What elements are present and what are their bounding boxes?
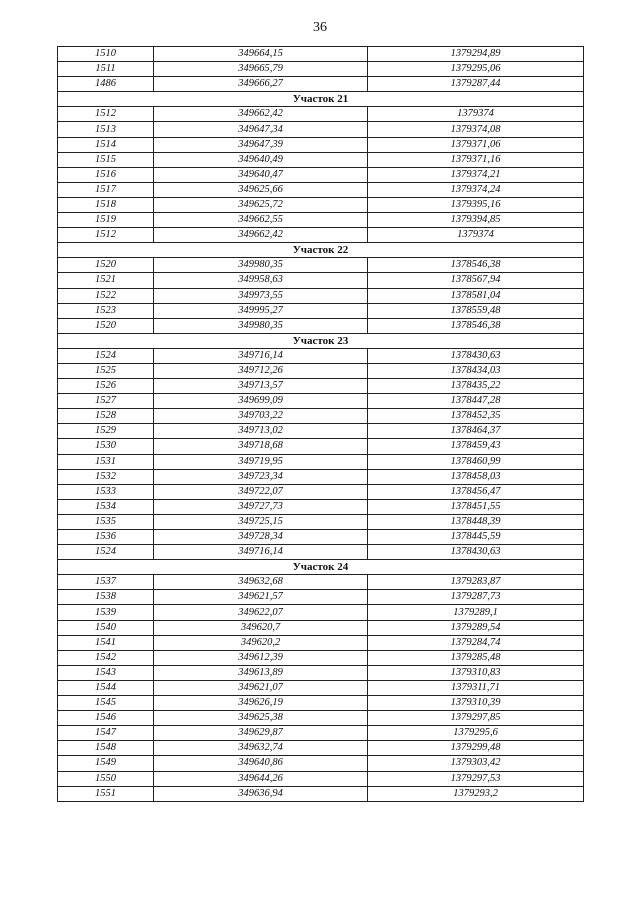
table-row (58, 530, 584, 545)
y-coordinate-cell: 1378448,39 (368, 514, 584, 529)
y-coordinate-cell: 1379310,39 (368, 696, 584, 711)
y-coordinate-cell: 1378430,63 (368, 348, 584, 363)
y-coordinate-cell: 1379284,74 (368, 635, 584, 650)
y-coordinate-cell: 1378451,55 (368, 499, 584, 514)
table-row (58, 514, 584, 529)
x-coordinate-cell: 349625,72 (154, 197, 368, 212)
x-coordinate-cell: 349980,35 (154, 318, 368, 333)
x-coordinate-cell: 349647,34 (154, 122, 368, 137)
point-number-cell: 1521 (58, 273, 154, 288)
x-coordinate-cell: 349640,86 (154, 756, 368, 771)
point-number-cell: 1536 (58, 530, 154, 545)
x-coordinate-cell: 349662,55 (154, 213, 368, 228)
y-coordinate-cell: 1378452,35 (368, 409, 584, 424)
table-row (58, 348, 584, 363)
x-coordinate-cell: 349712,26 (154, 363, 368, 378)
point-number-cell: 1522 (58, 288, 154, 303)
x-coordinate-cell: 349662,42 (154, 228, 368, 243)
y-coordinate-cell: 1378445,59 (368, 530, 584, 545)
y-coordinate-cell: 1378559,48 (368, 303, 584, 318)
point-number-cell: 1544 (58, 680, 154, 695)
x-coordinate-cell: 349666,27 (154, 77, 368, 92)
point-number-cell: 1512 (58, 228, 154, 243)
table-row (58, 258, 584, 273)
y-coordinate-cell: 1379297,53 (368, 771, 584, 786)
x-coordinate-cell: 349621,07 (154, 680, 368, 695)
y-coordinate-cell: 1379295,6 (368, 726, 584, 741)
point-number-cell: 1523 (58, 303, 154, 318)
point-number-cell: 1541 (58, 635, 154, 650)
y-coordinate-cell: 1378460,99 (368, 454, 584, 469)
table-row (58, 167, 584, 182)
y-coordinate-cell: 1378456,47 (368, 484, 584, 499)
table-row (58, 318, 584, 333)
x-coordinate-cell: 349716,14 (154, 545, 368, 560)
point-number-cell: 1520 (58, 258, 154, 273)
point-number-cell: 1514 (58, 137, 154, 152)
point-number-cell: 1520 (58, 318, 154, 333)
x-coordinate-cell: 349612,39 (154, 650, 368, 665)
x-coordinate-cell: 349640,49 (154, 152, 368, 167)
y-coordinate-cell: 1379283,87 (368, 575, 584, 590)
y-coordinate-cell: 1379374 (368, 107, 584, 122)
table-row (58, 122, 584, 137)
table-row (58, 756, 584, 771)
y-coordinate-cell: 1379310,83 (368, 665, 584, 680)
point-number-cell: 1530 (58, 439, 154, 454)
y-coordinate-cell: 1379374 (368, 228, 584, 243)
x-coordinate-cell: 349722,07 (154, 484, 368, 499)
y-coordinate-cell: 1378459,43 (368, 439, 584, 454)
point-number-cell: 1529 (58, 424, 154, 439)
x-coordinate-cell: 349958,63 (154, 273, 368, 288)
point-number-cell: 1524 (58, 545, 154, 560)
x-coordinate-cell: 349703,22 (154, 409, 368, 424)
section-header-row (58, 92, 584, 107)
table-row (58, 409, 584, 424)
point-number-cell: 1546 (58, 711, 154, 726)
table-row (58, 545, 584, 560)
y-coordinate-cell: 1379374,08 (368, 122, 584, 137)
x-coordinate-cell: 349620,2 (154, 635, 368, 650)
y-coordinate-cell: 1379287,44 (368, 77, 584, 92)
y-coordinate-cell: 1379295,06 (368, 62, 584, 77)
point-number-cell: 1525 (58, 363, 154, 378)
point-number-cell: 1524 (58, 348, 154, 363)
table-row (58, 182, 584, 197)
section-title: Участок 23 (58, 333, 584, 348)
point-number-cell: 1519 (58, 213, 154, 228)
y-coordinate-cell: 1379374,24 (368, 182, 584, 197)
x-coordinate-cell: 349632,68 (154, 575, 368, 590)
table-row (58, 303, 584, 318)
y-coordinate-cell: 1379289,54 (368, 620, 584, 635)
point-number-cell: 1531 (58, 454, 154, 469)
table-row (58, 620, 584, 635)
table-row (58, 107, 584, 122)
x-coordinate-cell: 349728,34 (154, 530, 368, 545)
x-coordinate-cell: 349621,57 (154, 590, 368, 605)
coordinates-table-body (58, 47, 584, 802)
point-number-cell: 1542 (58, 650, 154, 665)
table-row (58, 213, 584, 228)
point-number-cell: 1537 (58, 575, 154, 590)
y-coordinate-cell: 1379293,2 (368, 786, 584, 801)
x-coordinate-cell: 349662,42 (154, 107, 368, 122)
x-coordinate-cell: 349629,87 (154, 726, 368, 741)
table-row (58, 454, 584, 469)
point-number-cell: 1538 (58, 590, 154, 605)
point-number-cell: 1511 (58, 62, 154, 77)
x-coordinate-cell: 349973,55 (154, 288, 368, 303)
section-title: Участок 22 (58, 243, 584, 258)
y-coordinate-cell: 1379395,16 (368, 197, 584, 212)
x-coordinate-cell: 349713,57 (154, 379, 368, 394)
y-coordinate-cell: 1379294,89 (368, 47, 584, 62)
point-number-cell: 1549 (58, 756, 154, 771)
point-number-cell: 1540 (58, 620, 154, 635)
x-coordinate-cell: 349640,47 (154, 167, 368, 182)
point-number-cell: 1551 (58, 786, 154, 801)
section-header-row (58, 243, 584, 258)
x-coordinate-cell: 349636,94 (154, 786, 368, 801)
page-number: 36 (313, 20, 327, 35)
point-number-cell: 1486 (58, 77, 154, 92)
table-row (58, 786, 584, 801)
table-row (58, 469, 584, 484)
x-coordinate-cell: 349713,02 (154, 424, 368, 439)
point-number-cell: 1528 (58, 409, 154, 424)
x-coordinate-cell: 349625,38 (154, 711, 368, 726)
x-coordinate-cell: 349644,26 (154, 771, 368, 786)
table-row (58, 575, 584, 590)
section-title: Участок 24 (58, 560, 584, 575)
point-number-cell: 1547 (58, 726, 154, 741)
x-coordinate-cell: 349716,14 (154, 348, 368, 363)
x-coordinate-cell: 349995,27 (154, 303, 368, 318)
x-coordinate-cell: 349626,19 (154, 696, 368, 711)
table-row (58, 363, 584, 378)
point-number-cell: 1510 (58, 47, 154, 62)
point-number-cell: 1532 (58, 469, 154, 484)
table-row (58, 424, 584, 439)
section-header-row (58, 560, 584, 575)
x-coordinate-cell: 349647,39 (154, 137, 368, 152)
point-number-cell: 1512 (58, 107, 154, 122)
y-coordinate-cell: 1378581,04 (368, 288, 584, 303)
table-row (58, 77, 584, 92)
y-coordinate-cell: 1379311,71 (368, 680, 584, 695)
x-coordinate-cell: 349725,15 (154, 514, 368, 529)
table-row (58, 650, 584, 665)
x-coordinate-cell: 349980,35 (154, 258, 368, 273)
y-coordinate-cell: 1379371,16 (368, 152, 584, 167)
x-coordinate-cell: 349620,7 (154, 620, 368, 635)
y-coordinate-cell: 1378435,22 (368, 379, 584, 394)
point-number-cell: 1516 (58, 167, 154, 182)
section-title: Участок 21 (58, 92, 584, 107)
table-row (58, 741, 584, 756)
point-number-cell: 1527 (58, 394, 154, 409)
y-coordinate-cell: 1378447,28 (368, 394, 584, 409)
y-coordinate-cell: 1379289,1 (368, 605, 584, 620)
table-row (58, 499, 584, 514)
table-row (58, 726, 584, 741)
point-number-cell: 1515 (58, 152, 154, 167)
y-coordinate-cell: 1379285,48 (368, 650, 584, 665)
y-coordinate-cell: 1379297,85 (368, 711, 584, 726)
y-coordinate-cell: 1379287,73 (368, 590, 584, 605)
coordinates-table (57, 46, 584, 802)
table-row (58, 137, 584, 152)
point-number-cell: 1548 (58, 741, 154, 756)
table-row (58, 273, 584, 288)
y-coordinate-cell: 1378430,63 (368, 545, 584, 560)
table-row (58, 197, 584, 212)
point-number-cell: 1534 (58, 499, 154, 514)
x-coordinate-cell: 349613,89 (154, 665, 368, 680)
table-row (58, 379, 584, 394)
y-coordinate-cell: 1378567,94 (368, 273, 584, 288)
table-row (58, 439, 584, 454)
table-row (58, 665, 584, 680)
y-coordinate-cell: 1379299,48 (368, 741, 584, 756)
x-coordinate-cell: 349718,68 (154, 439, 368, 454)
table-row (58, 288, 584, 303)
x-coordinate-cell: 349622,07 (154, 605, 368, 620)
x-coordinate-cell: 349664,15 (154, 47, 368, 62)
y-coordinate-cell: 1379374,21 (368, 167, 584, 182)
table-row (58, 680, 584, 695)
x-coordinate-cell: 349723,34 (154, 469, 368, 484)
y-coordinate-cell: 1378458,03 (368, 469, 584, 484)
y-coordinate-cell: 1379371,06 (368, 137, 584, 152)
point-number-cell: 1535 (58, 514, 154, 529)
table-row (58, 484, 584, 499)
point-number-cell: 1526 (58, 379, 154, 394)
point-number-cell: 1517 (58, 182, 154, 197)
y-coordinate-cell: 1379303,42 (368, 756, 584, 771)
x-coordinate-cell: 349727,73 (154, 499, 368, 514)
point-number-cell: 1518 (58, 197, 154, 212)
point-number-cell: 1539 (58, 605, 154, 620)
x-coordinate-cell: 349719,95 (154, 454, 368, 469)
y-coordinate-cell: 1378546,38 (368, 258, 584, 273)
y-coordinate-cell: 1378546,38 (368, 318, 584, 333)
point-number-cell: 1533 (58, 484, 154, 499)
table-row (58, 605, 584, 620)
x-coordinate-cell: 349625,66 (154, 182, 368, 197)
table-row (58, 228, 584, 243)
table-row (58, 394, 584, 409)
table-row (58, 771, 584, 786)
table-row (58, 47, 584, 62)
x-coordinate-cell: 349665,79 (154, 62, 368, 77)
table-row (58, 62, 584, 77)
y-coordinate-cell: 1378434,03 (368, 363, 584, 378)
table-row (58, 152, 584, 167)
point-number-cell: 1513 (58, 122, 154, 137)
point-number-cell: 1550 (58, 771, 154, 786)
section-header-row (58, 333, 584, 348)
table-row (58, 590, 584, 605)
x-coordinate-cell: 349699,09 (154, 394, 368, 409)
x-coordinate-cell: 349632,74 (154, 741, 368, 756)
point-number-cell: 1545 (58, 696, 154, 711)
table-row (58, 711, 584, 726)
y-coordinate-cell: 1379394,85 (368, 213, 584, 228)
table-row (58, 635, 584, 650)
point-number-cell: 1543 (58, 665, 154, 680)
table-row (58, 696, 584, 711)
y-coordinate-cell: 1378464,37 (368, 424, 584, 439)
